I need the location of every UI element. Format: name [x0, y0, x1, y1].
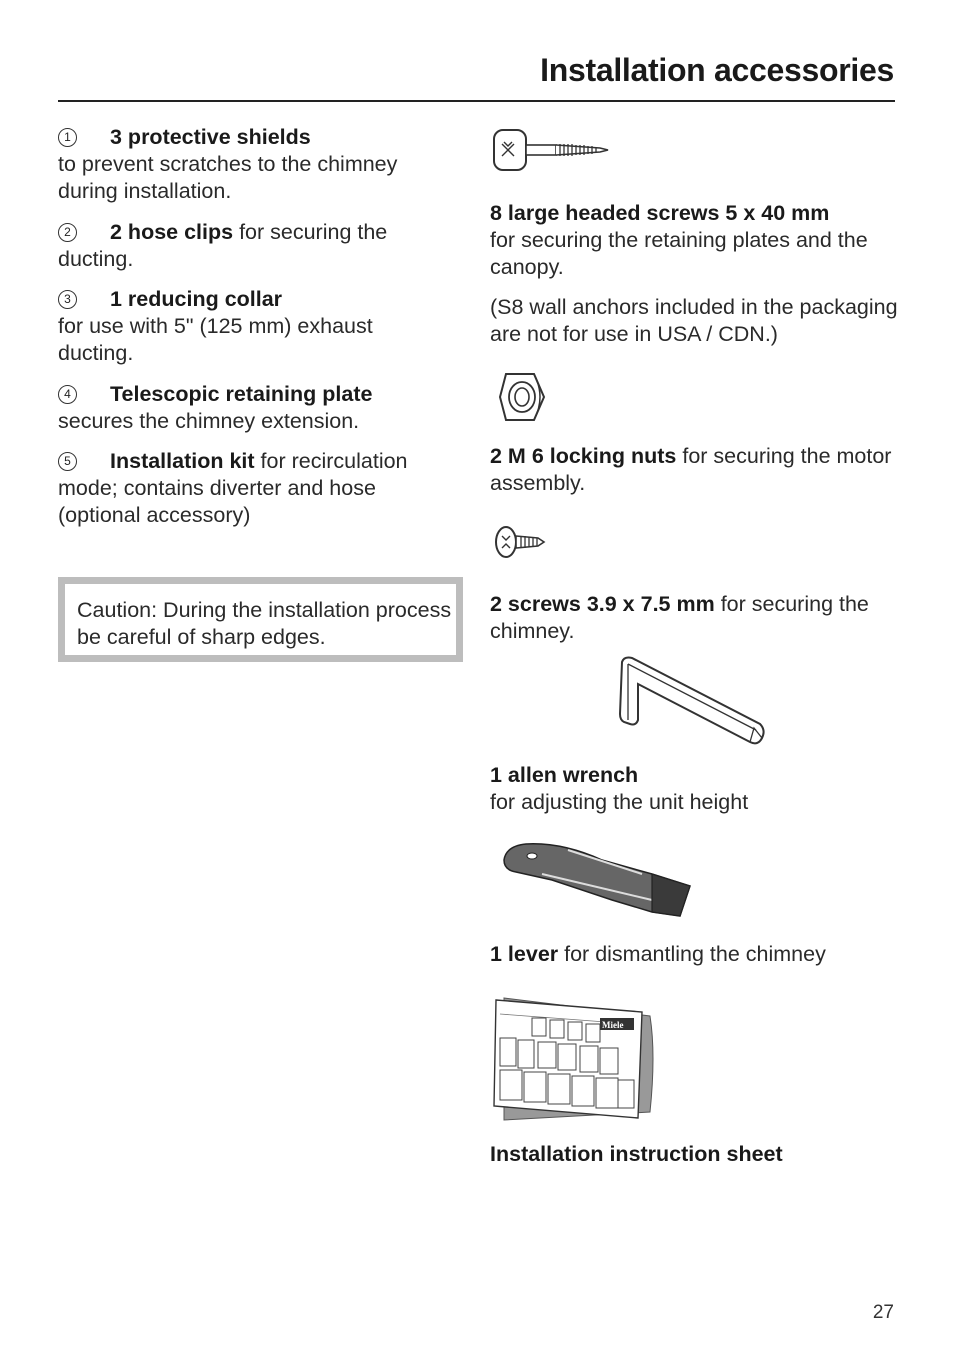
- instruction-sheet-illustration: [492, 994, 660, 1122]
- item-2-paragraph: [58, 219, 428, 273]
- item-5-text: for recirculation mode; contains diverter and hose (optional accessory): [58, 449, 408, 527]
- marker-1: 1: [58, 128, 77, 147]
- large-screws-bold: 8 large headed screws 5 x 40 mm: [490, 201, 830, 225]
- lever-text: for dismantling the chimney: [558, 942, 826, 966]
- page-number: 27: [872, 1302, 894, 1323]
- page-title: Installation accessories: [540, 52, 894, 88]
- wrench-bold: 1 allen wrench: [490, 763, 639, 787]
- marker-4: 4: [58, 385, 77, 404]
- wrench-heading: [490, 762, 900, 789]
- title-divider: [58, 100, 895, 102]
- marker-5: 5: [58, 452, 77, 471]
- lever-bold: 1 lever: [490, 942, 559, 966]
- nuts-text: for securing the motor assembly.: [490, 444, 892, 495]
- allen-wrench-illustration: [618, 654, 768, 750]
- small-screw-illustration: [494, 524, 546, 560]
- item-3-heading: [110, 286, 282, 313]
- nuts-bold: 2 M 6 locking nuts: [490, 444, 677, 468]
- item-1-bold: 3 protective shields: [110, 125, 311, 149]
- item-5-bold: Installation kit: [110, 449, 255, 473]
- caution-box: [58, 577, 463, 662]
- locking-nut-illustration: [498, 368, 550, 426]
- small-screws-text: for securing the chimney.: [490, 592, 869, 643]
- marker-2: 2: [58, 223, 77, 242]
- item-1-heading: [110, 124, 311, 151]
- lever-paragraph: [490, 941, 900, 968]
- item-2-bold: 2 hose clips: [110, 220, 234, 244]
- sheet-logo: Miele: [602, 1020, 624, 1030]
- item-5-paragraph: [58, 448, 443, 529]
- item-1-text: to prevent scratches to the chimney during installation.: [58, 152, 398, 203]
- large-screw-illustration: [492, 126, 612, 174]
- small-screws-bold: 2 screws 3.9 x 7.5 mm: [490, 592, 715, 616]
- item-4-bold: Telescopic retaining plate: [110, 382, 373, 406]
- caution-text: Caution: During the installation process be careful of sharp edges.: [77, 598, 452, 649]
- item-3-text: for use with 5" (125 mm) exhaust ducting.: [58, 314, 373, 365]
- small-screws-paragraph: [490, 591, 900, 645]
- wrench-text: for adjusting the unit height: [490, 790, 749, 814]
- marker-3: 3: [58, 290, 77, 309]
- sheet-heading: [490, 1141, 900, 1168]
- lever-illustration: [502, 840, 698, 922]
- item-4-text: secures the chimney extension.: [58, 409, 360, 433]
- large-screws-heading: [490, 200, 900, 227]
- nuts-paragraph: [490, 443, 900, 497]
- item-3-bold: 1 reducing collar: [110, 287, 283, 311]
- item-2-text: for securing the ducting.: [58, 220, 388, 271]
- item-4-heading: [110, 381, 372, 408]
- anchors-note: (S8 wall anchors included in the packaging are not for use in USA / CDN.): [490, 295, 898, 346]
- sheet-bold: Installation instruction sheet: [490, 1142, 783, 1166]
- large-screws-text: for securing the retaining plates and the canopy.: [490, 228, 868, 279]
